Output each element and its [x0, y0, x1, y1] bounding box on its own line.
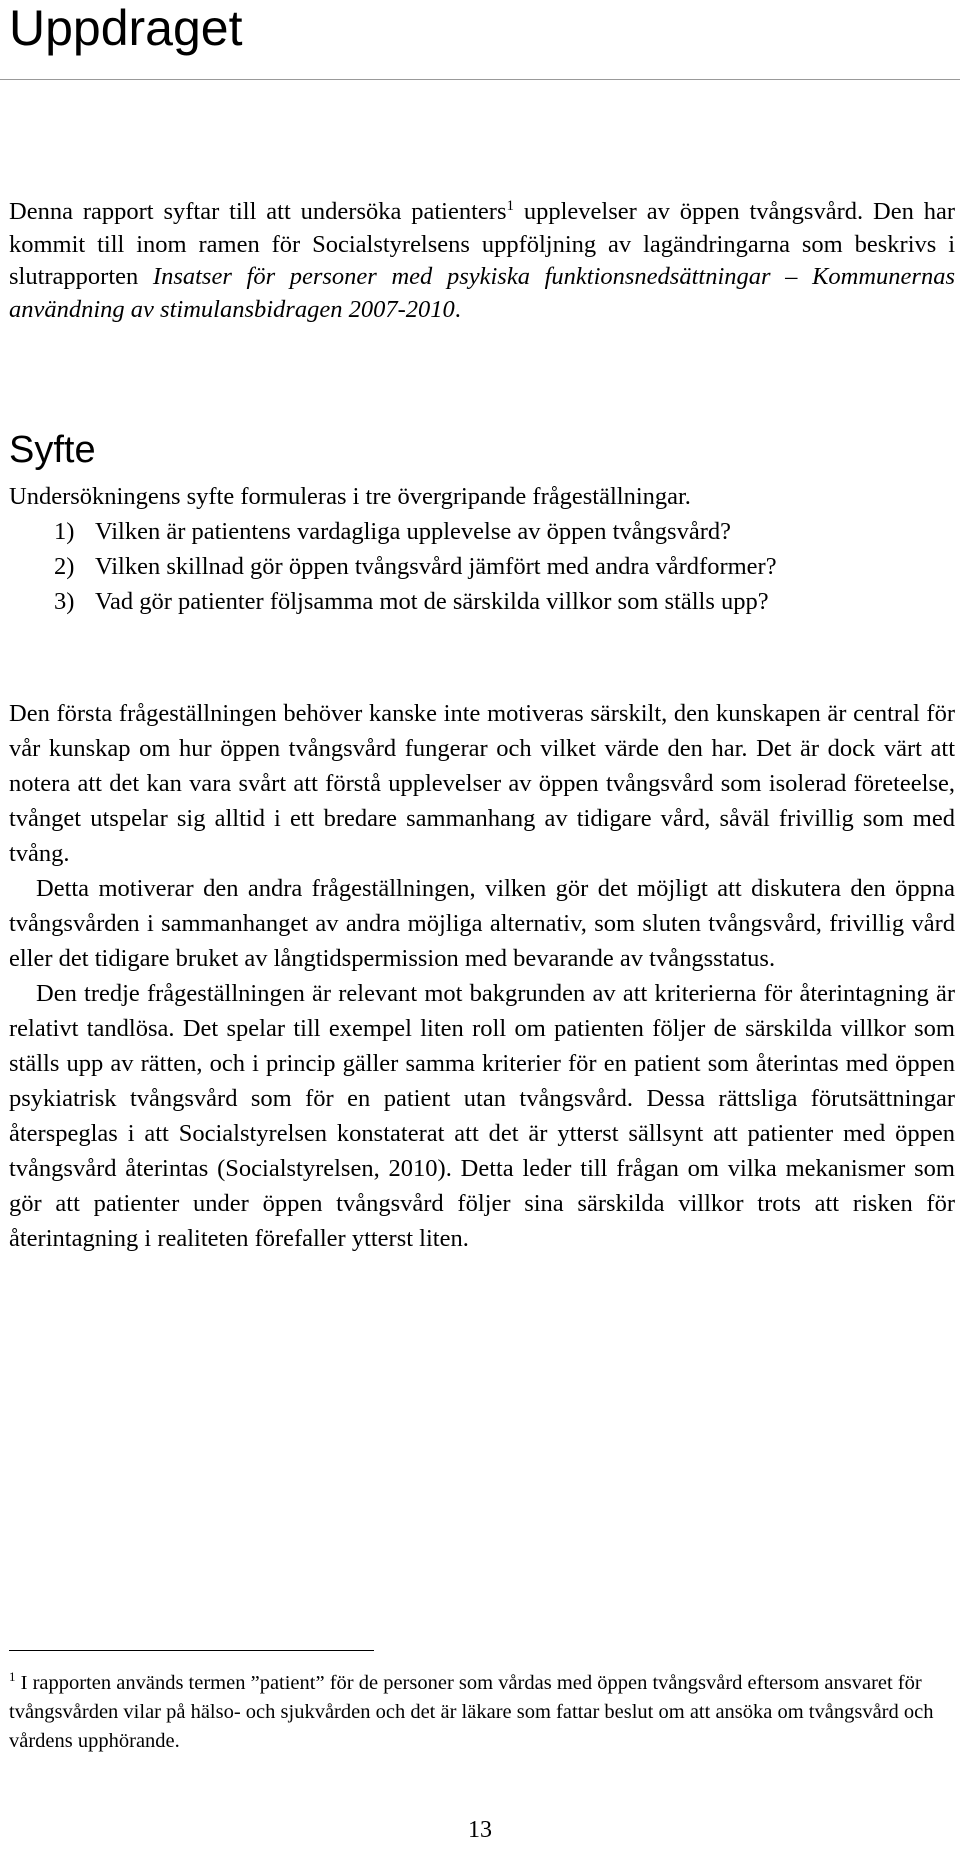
purpose-lead: Undersökningens syfte formuleras i tre övergripande frågeställningar.: [9, 483, 691, 510]
intro-paragraph: [9, 196, 955, 326]
question-item: [9, 549, 955, 584]
question-number: 1): [54, 518, 75, 545]
question-list: [9, 514, 955, 619]
footnote-divider: [9, 1650, 374, 1651]
question-text: Vad gör patienter följsamma mot de särskilda villkor som ställs upp?: [95, 588, 769, 615]
title-divider: [0, 79, 960, 80]
question-number: 3): [54, 588, 75, 615]
intro-text: Denna rapport syftar till att undersöka patienters: [9, 198, 507, 225]
footnote-text: I rapporten används termen ”patient” för de personer som vårdas med öppen tvångsvård eftersom ansvaret för tvångsvården vilar på hälso- och sjukvården och det är läkare som fattar beslut om att ansöka om tvångsvård och vårdens upphörande.: [9, 1672, 934, 1752]
footnote-marker: 1: [9, 1669, 16, 1685]
question-item: [9, 514, 955, 549]
body-paragraph: Den första frågeställningen behöver kanske inte motiveras särskilt, den kunskapen är central för vår kunskap om hur öppen tvångsvård fungerar och vilket värde den har. Det är dock värt att notera att det kan vara svårt att förstå upplevelser av öppen tvångsvård som isolerad företeelse, tvånget utspelar sig alltid i ett bredare sammanhang av tidigare vård, såväl frivillig som med tvång.: [9, 700, 955, 867]
question-number: 2): [54, 553, 75, 580]
intro-text-continued: upplevelser av öppen tvångsvård. Den har kommit till inom ramen för Socialstyrelsens uppföljning av lagändringarna som beskrivs i slutrapporten: [9, 198, 955, 290]
report-title: Insatser för personer med psykiska funktionsnedsättningar – Kommunernas användning av stimulansbidragen 2007-2010: [9, 263, 955, 323]
page-number: 13: [468, 1817, 492, 1843]
question-text: Vilken är patientens vardagliga upplevelse av öppen tvångsvård?: [95, 518, 731, 545]
intro-text-end: .: [454, 295, 461, 323]
body-text: [9, 696, 955, 1256]
footnote: [9, 1669, 949, 1756]
question-item: [9, 584, 955, 619]
body-paragraph: Detta motiverar den andra frågeställningen, vilken gör det möjligt att diskutera den öppna tvångsvården i sammanhanget av andra möjliga alternativ, som sluten tvångsvård, frivillig vård eller det tidigare bruket av långtidspermission med bevarande av tvångsstatus.: [9, 875, 955, 972]
question-text: Vilken skillnad gör öppen tvångsvård jämfört med andra vårdformer?: [95, 553, 777, 580]
section-heading-syfte: Syfte: [9, 429, 96, 471]
purpose-section: [9, 479, 955, 619]
body-paragraph: Den tredje frågeställningen är relevant mot bakgrunden av att kriterierna för återintagning är relativt tandlösa. Det spelar till exempel liten roll om patienten följer de särskilda villkor som ställs upp av rätten, och i princip gäller samma kriterier för en patient som återintas med öppen psykiatrisk tvångsvård som för en patient utan tvångsvård. Dessa rättsliga förutsättningar återspeglas i att Socialstyrelsen konstaterat att det är ytterst sällsynt att patienter med öppen tvångsvård återintas (Socialstyrelsen, 2010). Detta leder till frågan om vilka mekanismer som gör att patienter under öppen tvångsvård följer sina särskilda villkor trots att risken för återintagning i realiteten förefaller ytterst liten.: [9, 980, 955, 1252]
page-title: Uppdraget: [9, 0, 243, 56]
footnote-reference: 1: [506, 197, 514, 214]
